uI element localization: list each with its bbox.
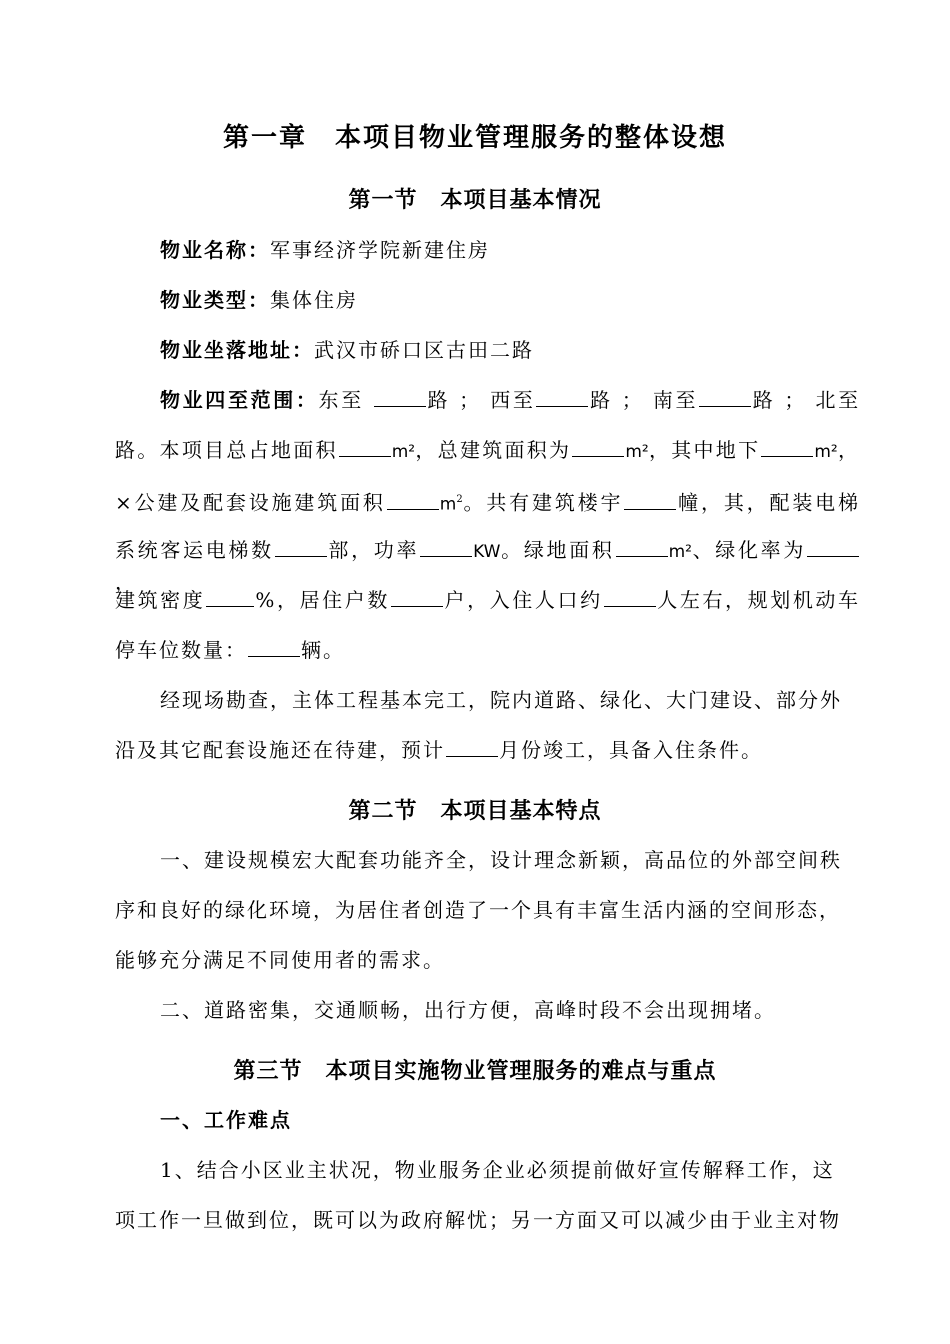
difficulty-line-2: 项工作一旦做到位，既可以为政府解忧；另一方面又可以减少由于业主对物 [115,1208,841,1232]
blank-east-road [374,388,426,407]
section3-title: 第三节 本项目实施物业管理服务的难点与重点 [233,1058,717,1084]
unit-superscript: 2 [456,494,463,505]
text-parking-count: 停车位数量： [115,638,247,662]
chapter-title: 第一章 本项目物业管理服务的整体设想 [222,123,727,153]
text-households: %，居住户数 [255,588,390,612]
unit-m: m [439,494,457,515]
property-type-label: 物业类型： [160,288,270,312]
text-comma: ， [837,438,861,462]
property-scope-line [160,385,860,415]
property-scope-label: 物业四至范围： [160,388,319,412]
blank-green-rate [807,538,859,557]
feature2-line: 二、道路密集，交通顺畅，出行方便，高峰时段不会出现拥堵。 [160,998,776,1022]
unit-sqm: m² [625,442,649,462]
blank-underground-area [761,438,813,457]
text-population: 户，入住人口约 [443,588,603,612]
property-name-line [160,235,860,265]
blank-households [391,588,443,607]
text-green-area: 。绿地面积 [500,538,615,562]
property-address-value: 武汉市硚口区古田二路 [314,338,534,362]
scope-north: 北至 [815,388,861,412]
text-comma: ， [115,570,137,594]
feature1-line-3: 能够充分满足不同使用者的需求。 [115,948,445,972]
blank-buildings [624,491,676,510]
facility-line [115,485,860,520]
feature1-line-2: 序和良好的绿化环境，为居住者创造了一个具有丰富生活内涵的空间形态， [115,898,841,922]
blank-elevator-count [275,538,327,557]
scope-road-1: 路 ； [426,388,482,412]
blank-building-area [572,438,624,457]
section2-title: 第二节 本项目基本特点 [348,798,602,824]
scope-road-2: 路 ； [589,388,644,412]
text-underground: ，其中地下 [648,438,761,462]
difficulty-subheading: 一、工作难点 [160,1108,292,1132]
unit-sqm: m² [391,442,416,462]
parking-line [115,635,860,665]
text-total-land-area: 路。本项目总占地面积 [115,438,338,462]
text-elevator-count: 系统客运电梯数 [115,538,274,562]
area-line [115,435,860,467]
text-elevator: 幢，其，配装电梯 [677,490,860,515]
text-parking-plan: 人左右，规划机动车 [656,588,861,612]
text-public-facility-area: ×公建及配套设施建筑面积 [115,490,386,515]
section1-title: 第一节 本项目基本情况 [348,187,602,213]
property-name-label: 物业名称： [160,238,270,262]
unit-kw: KW [473,542,501,562]
blank-power [420,538,472,557]
blank-south-road [699,388,751,407]
property-type-value: 集体住房 [270,288,358,312]
text-green-rate: 、绿化率为 [691,538,807,562]
scope-east: 东至 [318,388,364,412]
text-completion: 月份竣工，具备入住条件。 [499,738,763,762]
density-line [115,585,860,615]
survey-paragraph-line-1: 经现场勘查，主体工程基本完工，院内道路、绿化、大门建设、部分外 [160,688,842,712]
blank-parking-count [248,638,300,657]
property-type-line [160,285,860,315]
text-building-density: 建筑密度 [115,588,206,612]
text-buildings: 。共有建筑楼宇 [462,490,624,515]
blank-completion-month [446,738,498,757]
difficulty-line-1: 1、结合小区业主状况，物业服务企业必须提前做好宣传解释工作，这 [160,1158,835,1182]
blank-population [604,588,656,607]
text-pending-construction: 沿及其它配套设施还在待建，预计 [115,738,445,762]
property-name-value: 军事经济学院新建住房 [270,238,490,262]
blank-land-area [339,438,391,457]
unit-sqm: m² [814,442,838,462]
property-address-label: 物业坐落地址： [160,338,314,362]
blank-density [206,588,254,607]
survey-paragraph-line-2 [115,735,860,765]
text-power: 部，功率 [327,538,420,562]
property-address-line [160,335,860,365]
blank-facility-area [387,491,439,510]
blank-green-area [616,538,668,557]
unit-sqm: m² [668,542,692,562]
text-total-building-area: ，总建筑面积为 [415,438,572,462]
feature1-line-1: 一、建设规模宏大配套功能齐全，设计理念新颖，高品位的外部空间秩 [160,848,842,872]
blank-west-road [536,388,588,407]
scope-road-3: 路 ； [752,388,807,412]
text-vehicles: 辆。 [301,638,345,662]
scope-south: 南至 [652,388,699,412]
scope-west: 西至 [490,388,536,412]
